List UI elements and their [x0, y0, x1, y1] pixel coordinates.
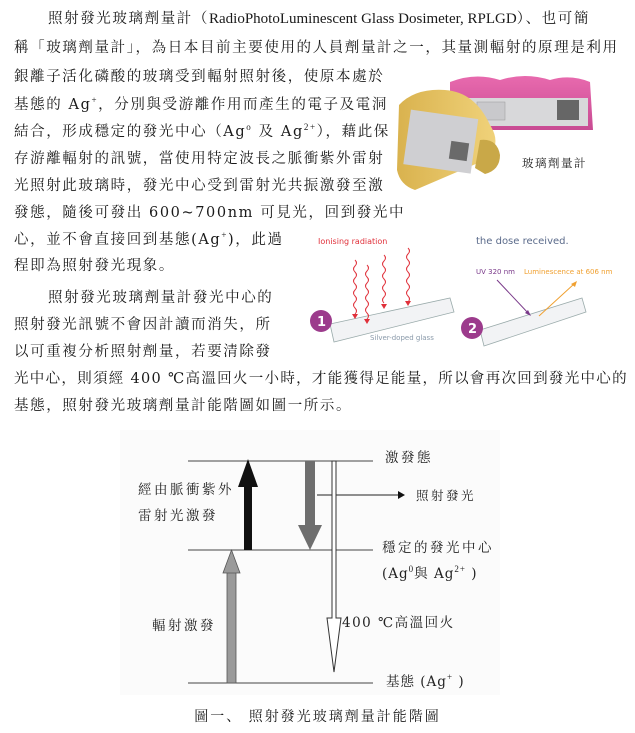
stable-center-label-1: 穩定的發光中心	[382, 540, 494, 556]
text-line: 銀離子活化磷酸的玻璃受到輻射照射後，使原本處於	[14, 69, 385, 85]
text-fragment: 結合，形成穩定的發光中心（Ag	[14, 124, 247, 140]
photo-label: 玻璃劑量計	[522, 156, 587, 170]
excited-state-label: 激發態	[385, 450, 433, 466]
text-fragment: 及 Ag	[252, 124, 304, 140]
step-2-number: 2	[468, 322, 478, 337]
text-fragment: 與 Ag	[414, 566, 455, 582]
superscript: +	[221, 230, 228, 240]
luminescence-label: Luminescence at 606 nm	[524, 268, 613, 276]
rplgd-principle-figure	[292, 228, 635, 363]
dose-received-label: the dose received.	[476, 236, 569, 247]
superscript: +	[91, 95, 99, 105]
energy-level-diagram	[120, 430, 500, 695]
annealing-label: 400 ℃高溫回火	[342, 615, 455, 631]
glass-dosimeter-photo	[385, 70, 635, 210]
text-line: 基態，照射發光玻璃劑量計能階圖如圖一所示。	[14, 398, 353, 414]
uv-label: UV 320 nm	[476, 268, 515, 276]
text-fragment: )	[453, 674, 465, 690]
text-line: 程即為照射發光現象。	[14, 258, 175, 274]
text-line: 光中心，則須經 400 ℃高溫回火一小時，才能獲得足能量，所以會再次回到發光中心的	[14, 371, 628, 387]
text-line	[14, 95, 388, 115]
text-fragment: )，此過	[228, 232, 284, 248]
superscript: 2+	[303, 122, 317, 132]
uv-laser-excite-label-2: 雷射光激發	[138, 508, 218, 524]
text-fragment: ），藉此保	[316, 124, 390, 140]
text-fragment: RadioPhotoLuminescent Glass Dosimeter, RPLGD	[209, 11, 517, 27]
silver-doped-glass-label: Silver-doped glass	[370, 334, 434, 342]
text-fragment: 基態的 Ag	[14, 97, 92, 113]
text-line: 以可重複分析照射劑量，若要清除發	[14, 344, 272, 360]
superscript: +	[446, 672, 454, 682]
emission-label: 照射發光	[416, 488, 477, 503]
text-fragment: )	[465, 566, 478, 582]
text-fragment: (Ag	[382, 566, 409, 582]
text-line: 照射發光玻璃劑量計發光中心的	[48, 290, 274, 306]
dosimeter-device-icon	[385, 70, 635, 210]
text-fragment: ）、也可簡	[516, 11, 590, 27]
step-1-number: 1	[317, 315, 327, 330]
ground-state-label	[386, 670, 465, 690]
stable-center-label-2	[382, 562, 478, 582]
text-line: 存游離輻射的訊號，當使用特定波長之脈衝紫外雷射	[14, 151, 385, 167]
superscript: o	[246, 122, 253, 132]
text-line: 發態，隨後可發出 600~700nm 可見光，回到發光中	[14, 205, 406, 221]
radiation-excite-label: 輻射激發	[152, 618, 216, 634]
text-line	[14, 230, 284, 250]
superscript: 0	[408, 564, 415, 574]
uv-laser-excite-label-1: 經由脈衝紫外	[138, 482, 234, 498]
text-line: 照射發光訊號不會因計讀而消失，所	[14, 317, 272, 333]
text-fragment: 照射發光玻璃劑量計（	[48, 11, 209, 27]
figure-caption: 圖一、 照射發光玻璃劑量計能階圖	[194, 709, 441, 725]
text-line	[48, 9, 590, 29]
text-fragment: 基態 (Ag	[386, 674, 447, 690]
text-fragment: 心，並不會直接回到基態(Ag	[14, 232, 222, 248]
ionising-radiation-label: Ionising radiation	[318, 237, 388, 246]
text-line: 稱「玻璃劑量計」，為日本目前主要使用的人員劑量計之一，其量測輻射的原理是利用	[14, 40, 619, 56]
text-line	[14, 122, 390, 142]
text-fragment: ，分別與受游離作用而產生的電子及電洞	[98, 97, 388, 113]
radiation-diagram-icon	[292, 228, 635, 363]
text-line: 光照射此玻璃時，發光中心受到雷射光共振激發至激	[14, 178, 385, 194]
superscript: 2+	[454, 564, 466, 574]
